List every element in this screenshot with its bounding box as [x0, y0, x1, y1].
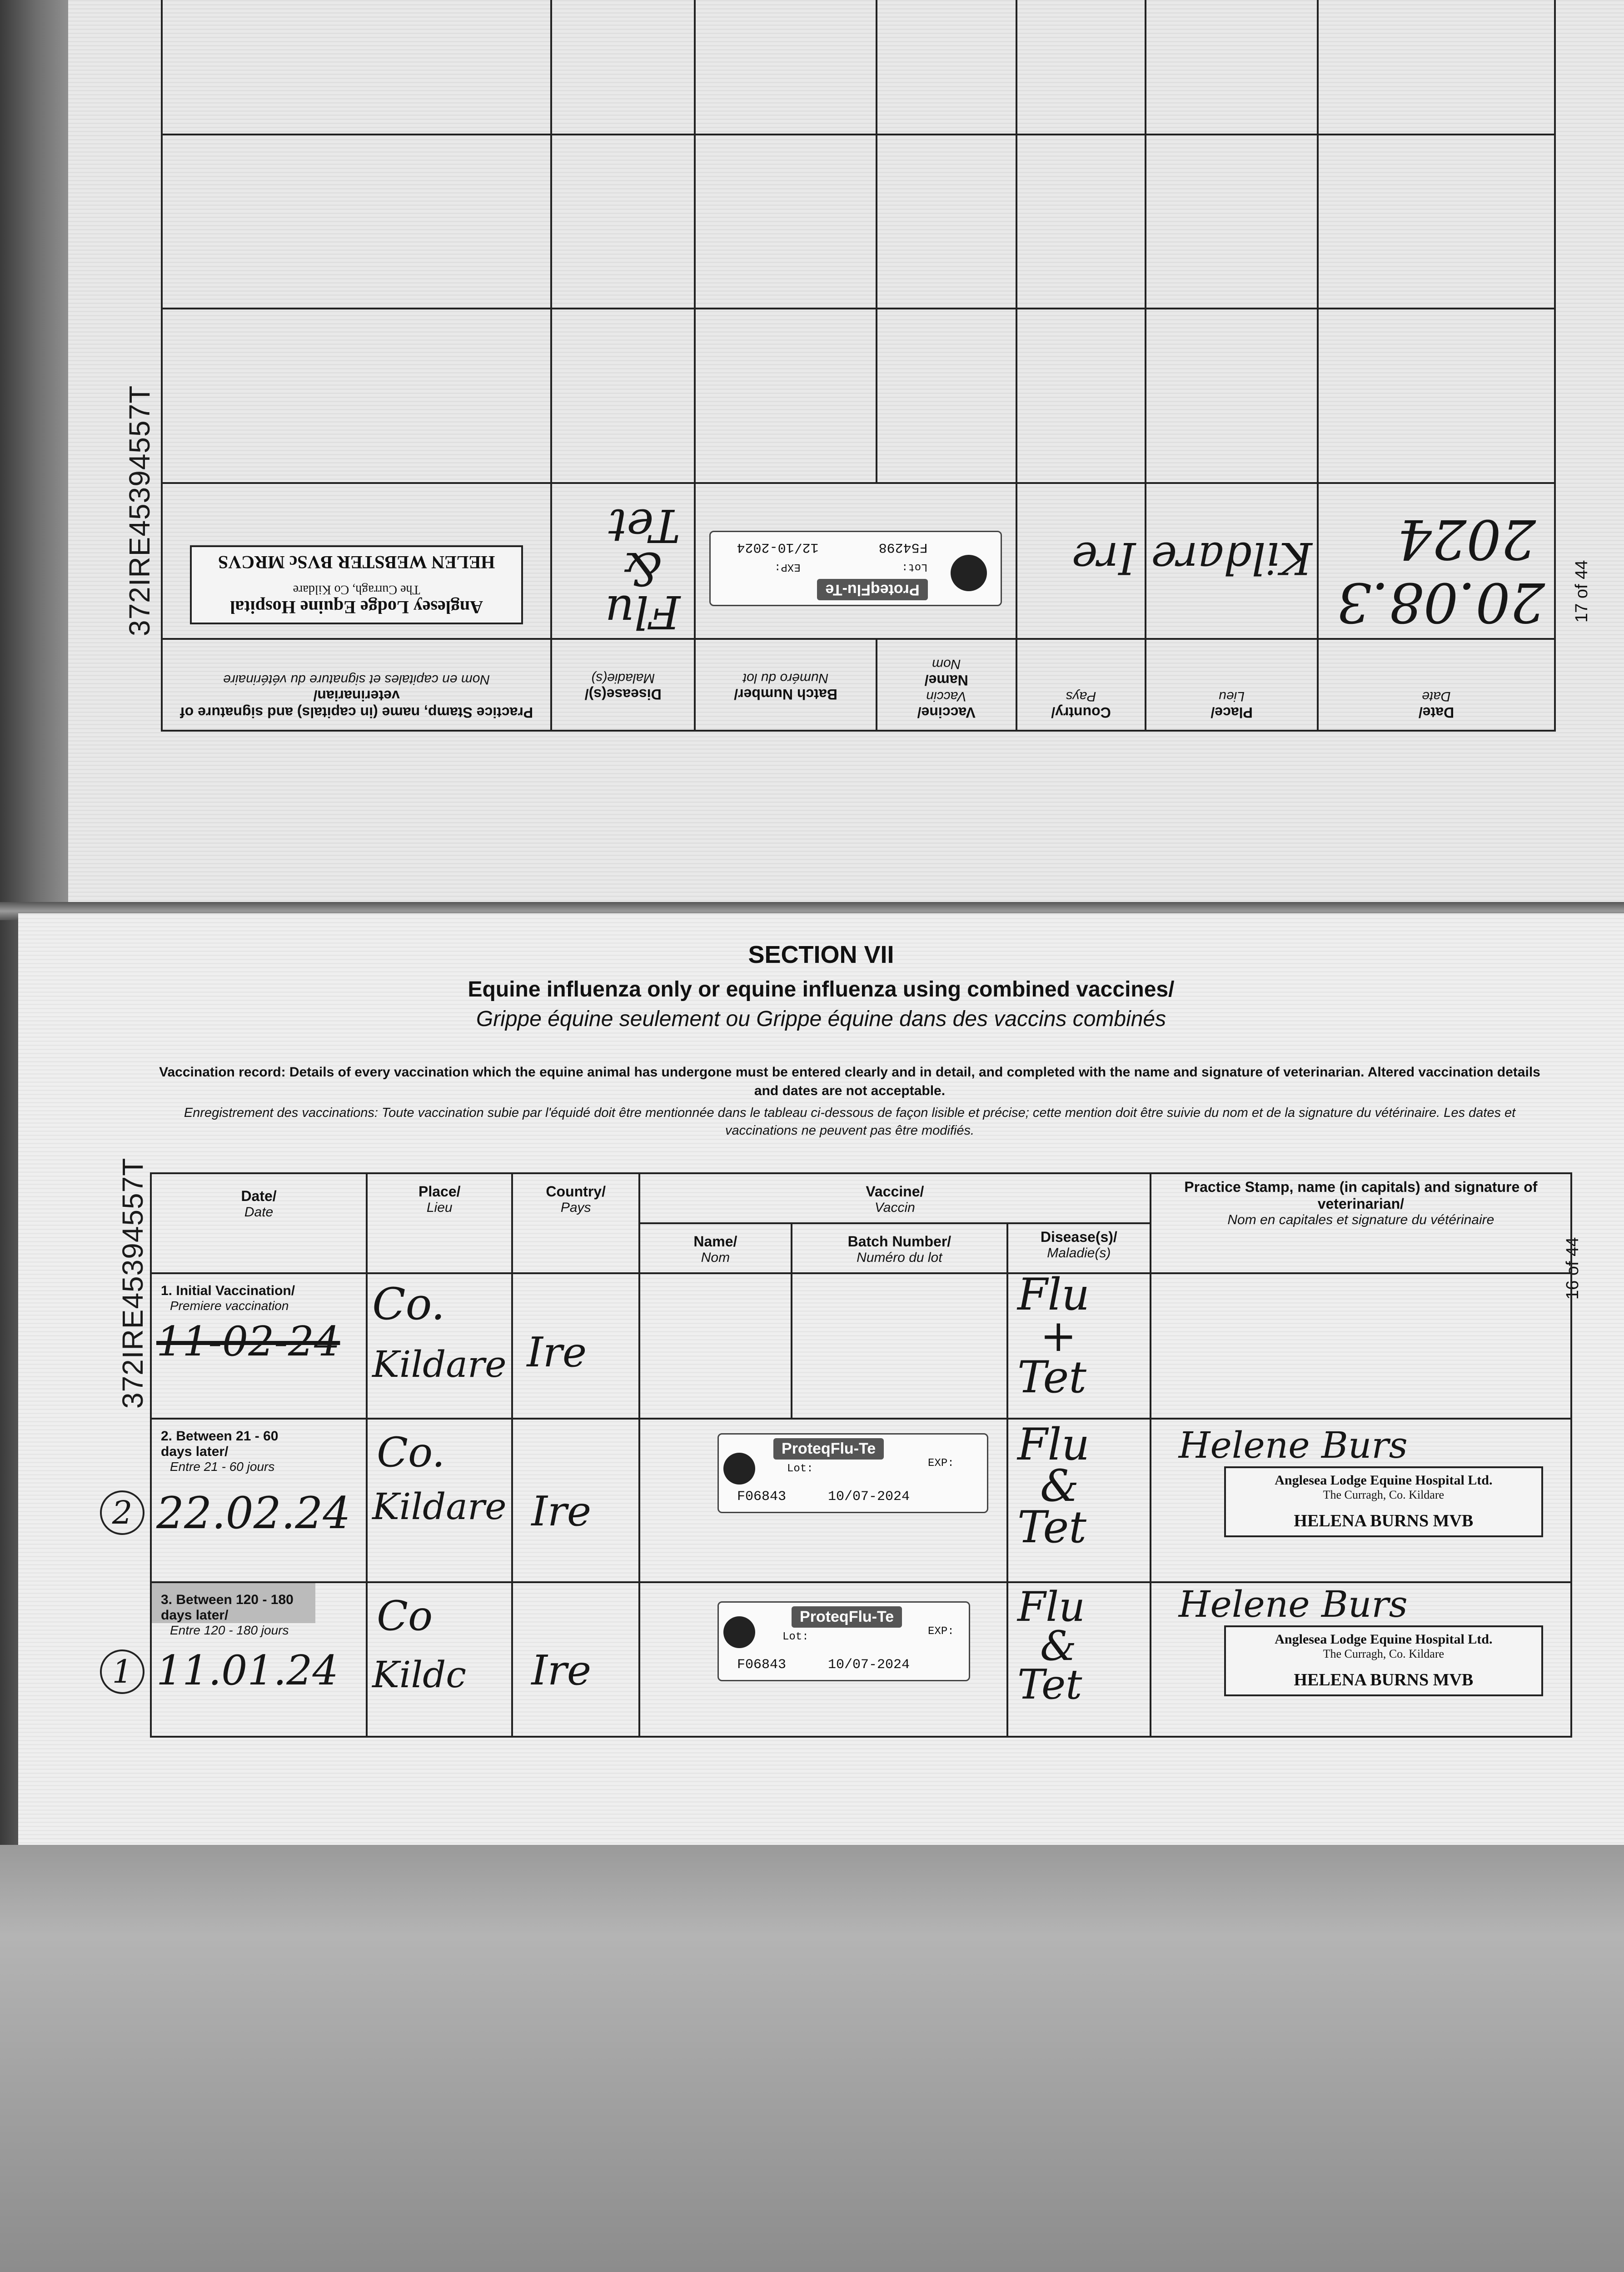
row-2-practice-stamp [1224, 1466, 1543, 1537]
page-17-vertical-id: 372IRE45394557T [123, 385, 156, 636]
row-2-label: 2. Between 21 - 60 days later/ [161, 1429, 279, 1459]
row-practice-cell [162, 483, 551, 639]
header-date-cell: Date/ Date [151, 1173, 367, 1273]
row-2-label-fr: Entre 21 - 60 jours [170, 1460, 275, 1474]
stamp-line-1: Anglesey Lodge Equine Hospital [230, 597, 483, 618]
sticker-exp: 12/10-2024 [737, 539, 819, 555]
header-date-cell: Date/ Date [1318, 639, 1555, 731]
scanner-lid-area [0, 1845, 1624, 2272]
handwritten-place: Kildare [1151, 533, 1312, 584]
empty-cell [1318, 309, 1555, 483]
row-2-stamp-line-2: The Curragh, Co. Kildare [1323, 1488, 1445, 1501]
row-2-sticker-brand: ProteqFlu-Te [773, 1438, 884, 1460]
row-3-disease-line-1: Flu [1017, 1583, 1086, 1631]
margin-note-circle-2: 2 [100, 1490, 144, 1535]
row-3-label-fr: Entre 120 - 180 jours [170, 1623, 289, 1637]
empty-cell [877, 135, 1016, 309]
empty-cell [1016, 309, 1146, 483]
handwritten-disease [552, 499, 694, 639]
page-17-rotated-content [68, 0, 1624, 913]
row-3-disease-cell [1007, 1582, 1151, 1737]
page-16-vaccination-table [150, 1172, 1572, 1738]
row-1-disease-line-2: + [1040, 1310, 1077, 1362]
vaccination-row-2 [151, 1419, 1571, 1582]
practice-stamp [190, 545, 523, 624]
empty-cell [1318, 0, 1555, 135]
row-3-sticker-exp: 10/07-2024 [828, 1657, 910, 1673]
sticker-logo-icon [951, 555, 987, 591]
empty-cell [162, 309, 551, 483]
page-17-number: 17 of 44 [1572, 560, 1591, 623]
row-batch-cell [695, 483, 1016, 639]
row-1-disease-line-1: Flu [1017, 1269, 1090, 1320]
vaccine-batch-sticker [709, 531, 1001, 606]
page-17-vaccination-table [161, 0, 1556, 732]
row-2-practice-cell [1151, 1419, 1571, 1582]
row-2-country: Ire [531, 1488, 592, 1535]
row-2-country-cell [512, 1419, 639, 1582]
row-2-batch-cell [639, 1419, 1007, 1582]
header-vaccine-name-cell: Vaccine/ Vaccin Name/ Nom [877, 639, 1016, 731]
row-3-disease-line-3: Tet [1017, 1661, 1082, 1709]
row-2-place-cell [367, 1419, 512, 1582]
row-1-date: 11-02-24 [156, 1318, 340, 1365]
header-disease-cell: Disease(s)/ Maladie(s) [1007, 1223, 1151, 1273]
row-2-sticker-lot: F06843 [737, 1489, 787, 1505]
row-3-sticker-lot: F06843 [737, 1657, 787, 1673]
header-practice-cell: Practice Stamp, name (in capitals) and signature of veterinarian/ Nom en capitales et signature du vétérinaire [1151, 1173, 1571, 1273]
row-3-place-cell [367, 1582, 512, 1737]
handwritten-year: 2024 [1397, 507, 1536, 571]
row-disease-cell [551, 483, 695, 639]
section-title-fr: Grippe équine seulement ou Grippe équine dans des vaccins combinés [476, 1007, 1166, 1031]
row-2-sticker-exp-label: EXP: [928, 1457, 954, 1470]
empty-cell [695, 309, 877, 483]
row-3-country: Ire [531, 1647, 592, 1694]
row-3-date: 11.01.24 [156, 1647, 339, 1694]
sticker-logo-icon [723, 1616, 755, 1648]
sticker-brand: ProteqFlu-Te [817, 579, 927, 600]
row-country-cell [1016, 483, 1146, 639]
disease-line-2: & [622, 542, 663, 596]
row-3-signature: Helene Burs [1178, 1583, 1408, 1625]
empty-cell [1318, 135, 1555, 309]
empty-cell [877, 309, 1016, 483]
row-1-disease-line-3: Tet [1017, 1352, 1086, 1403]
passport-page-16 [18, 913, 1624, 1913]
empty-cell [1016, 135, 1146, 309]
row-1-label: 1. Initial Vaccination/ [161, 1283, 295, 1298]
header-practice-cell: Practice Stamp, name (in capitals) and signature of veterinarian/ Nom en capitales et signature du vétérinaire [162, 639, 551, 731]
header-country-cell: Country/ Pays [1016, 639, 1146, 731]
empty-cell [162, 0, 551, 135]
sticker-exp-label: EXP: [774, 561, 801, 573]
row-2-vaccine-sticker [717, 1433, 988, 1513]
row-3-vaccine-sticker [717, 1601, 970, 1681]
row-2-disease-line-3: Tet [1017, 1502, 1086, 1553]
handwritten-country: Ire [1071, 533, 1136, 584]
row-2-stamp-line-3: HELENA BURNS MVB [1294, 1511, 1474, 1530]
row-3-place-line-2: Kildc [372, 1654, 467, 1696]
header-batch-cell: Batch Number/ Numéro du lot [695, 639, 877, 731]
sticker-logo-icon [723, 1453, 755, 1485]
row-1-country: Ire [527, 1329, 587, 1376]
header-place-cell: Place/ Lieu [367, 1173, 512, 1273]
row-3-practice-stamp [1224, 1625, 1543, 1696]
disease-line-3: Tet [608, 499, 681, 553]
row-3-stamp-line-1: Anglesea Lodge Equine Hospital Ltd. [1275, 1632, 1493, 1647]
empty-cell [1146, 135, 1318, 309]
row-2-place-line-1: Co. [377, 1429, 445, 1476]
row-3-stamp-line-3: HELENA BURNS MVB [1294, 1670, 1474, 1689]
empty-cell [162, 135, 551, 309]
disease-line-1: Flu [605, 585, 681, 639]
row-date-cell [1318, 483, 1555, 639]
empty-cell [1016, 0, 1146, 135]
empty-cell [551, 309, 695, 483]
row-1-country-cell [512, 1273, 639, 1419]
handwritten-date: 20.08.3 [1336, 570, 1545, 634]
empty-cell [551, 135, 695, 309]
header-country-cell: Country/ Pays [512, 1173, 639, 1273]
row-3-date-cell [151, 1582, 367, 1737]
row-1-place-cell [367, 1273, 512, 1419]
sticker-lot: F54298 [878, 539, 928, 555]
vaccination-record-fr: Enregistrement des vaccinations: Toute vaccination subie par l'équidé doit être mentionnée dans le tableau ci-dessous de façon lisible et précise; cette mention doit être suivie du nom et de la signature du vétérinaire. Les dates et vaccinations ne peuvent pas être modifiés. [184, 1106, 1516, 1138]
row-2-place-line-2: Kildare [372, 1485, 507, 1528]
row-1-label-fr: Premiere vaccination [170, 1299, 289, 1313]
row-1-batch-cell [792, 1273, 1007, 1419]
sticker-lot-label: Lot: [901, 561, 928, 573]
row-1-practice-cell [1151, 1273, 1571, 1419]
row-3-sticker-lot-label: Lot: [782, 1631, 809, 1643]
row-2-sticker-lot-label: Lot: [787, 1463, 813, 1475]
row-3-practice-cell [1151, 1582, 1571, 1737]
section-heading: SECTION VII [748, 941, 894, 968]
page-16-vertical-id: 372IRE45394557T [116, 1157, 149, 1409]
stamp-line-2: The Curragh, Co Kildare [293, 583, 420, 597]
row-2-disease-line-2: & [1040, 1460, 1079, 1512]
row-2-date-cell [151, 1419, 367, 1582]
row-2-sticker-exp: 10/07-2024 [828, 1489, 910, 1505]
vaccination-record-en: Vaccination record: Details of every vaccination which the equine animal has undergone must be entered clearly and in detail, and completed with the name and signature of veterinarian. Altered vaccination details and dates are not acceptable. [159, 1065, 1540, 1098]
empty-cell [695, 0, 877, 135]
empty-cell [551, 0, 695, 135]
row-1-place-line-1: Co. [372, 1279, 445, 1330]
row-1-name-cell [639, 1273, 792, 1419]
row-3-label: 3. Between 120 - 180 days later/ [152, 1583, 315, 1623]
row-2-stamp-line-1: Anglesea Lodge Equine Hospital Ltd. [1275, 1473, 1493, 1488]
row-3-sticker-brand: ProteqFlu-Te [792, 1606, 902, 1628]
empty-cell [1146, 0, 1318, 135]
empty-cell [695, 135, 877, 309]
margin-note-circle-1: 1 [100, 1649, 144, 1694]
header-place-cell: Place/ Lieu [1146, 639, 1318, 731]
header-vaccine-cell: Vaccine/ Vaccin [639, 1173, 1151, 1223]
header-name-cell: Name/ Nom [639, 1223, 792, 1273]
vaccination-row-1 [151, 1273, 1571, 1419]
row-place-cell [1146, 483, 1318, 639]
stamp-line-3: HELEN WEBSTER BVSc MRCVS [218, 552, 495, 573]
row-3-disease-line-2: & [1040, 1622, 1077, 1670]
header-batch-cell: Batch Number/ Numéro du lot [792, 1223, 1007, 1273]
row-3-place-line-1: Co [377, 1592, 433, 1640]
row-2-signature: Helene Burs [1178, 1424, 1408, 1466]
page-16-number: 16 of 44 [1563, 1237, 1582, 1300]
vaccination-row-3 [151, 1582, 1571, 1737]
header-disease-cell: Disease(s)/ Maladie(s) [551, 639, 695, 731]
row-3-country-cell [512, 1582, 639, 1737]
passport-page-17 [68, 0, 1624, 913]
row-2-disease-cell [1007, 1419, 1151, 1582]
row-2-date: 22.02.24 [156, 1488, 351, 1539]
section-title-en: Equine influenza only or equine influenza using combined vaccines/ [468, 977, 1175, 1001]
row-1-disease-cell [1007, 1269, 1151, 1419]
row-1-date-cell [151, 1273, 367, 1419]
row-3-stamp-line-2: The Curragh, Co. Kildare [1323, 1647, 1445, 1660]
row-3-sticker-exp-label: EXP: [928, 1625, 954, 1638]
row-2-disease-line-1: Flu [1017, 1419, 1090, 1470]
empty-cell [1146, 309, 1318, 483]
row-1-place-line-2: Kildare [372, 1343, 507, 1385]
empty-cell [877, 0, 1016, 135]
row-3-batch-cell [639, 1582, 1007, 1737]
